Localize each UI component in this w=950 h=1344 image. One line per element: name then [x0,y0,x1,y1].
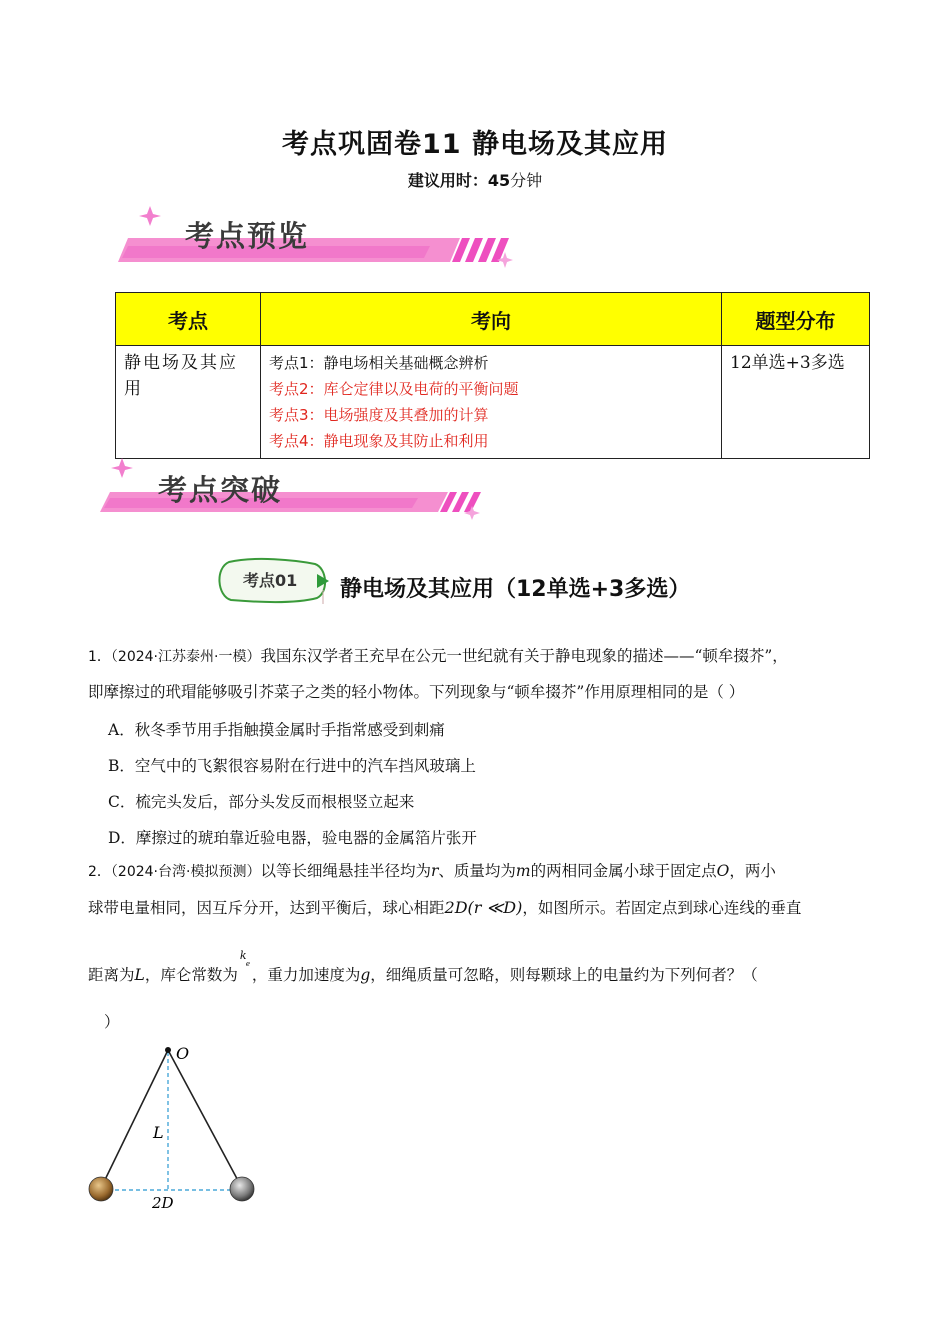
math-r: r [430,862,439,880]
section-badge-label: 考点01 [243,571,298,590]
label-l: L [153,1123,164,1142]
time-unit: 分钟 [510,171,543,190]
question-number: 2． [88,864,111,880]
section-heading: 静电场及其应用（12单选+3多选） [340,577,691,602]
question-source: （2024·台湾·模拟预测） [110,864,261,880]
math-m: m [515,862,531,880]
question-2-line-3 [88,949,863,985]
header-topic: 考点 [116,293,261,346]
question-1-line-1 [88,646,863,667]
string-right [168,1050,242,1188]
table-row [116,346,870,459]
distribution-cell: 12单选+3多选 [722,346,870,459]
pendulum-figure [80,1040,280,1220]
text: 的两相同金属小球于固定点 [530,862,717,880]
time-label: 建议用时： [407,171,488,190]
option-a: A．秋冬季节用手指触摸金属时手指常感受到刺痛 [108,721,445,739]
direction-item: 考点2：库仑定律以及电荷的平衡问题 [269,380,519,398]
math-ke [238,949,252,980]
breakthrough-banner [100,456,520,526]
topic-cell: 静电场及其应用 [116,346,261,459]
direction-item: 考点3：电场强度及其叠加的计算 [269,406,489,424]
math-o: O [716,862,730,880]
option-c: C．梳完头发后，部分头发反而根根竖立起来 [108,793,415,811]
question-2-line-2 [88,898,863,918]
text: 距离为 [88,966,135,984]
section-badge [215,556,333,606]
question-2-line-1 [88,861,863,882]
text: ，细绳质量可忽略，则每颗球上的电量约为下列何者？（ [370,966,758,984]
text: 以等长细绳悬挂半径均为 [260,862,431,880]
suggested-time [0,168,950,191]
direction-cell [261,346,722,459]
label-o: O [176,1044,190,1063]
breakthrough-banner-label: 考点突破 [158,473,283,507]
text: ，如图所示。若固定点到球心连线的垂直 [522,899,802,917]
text: ，重力加速度为 [251,966,361,984]
text: 、质量均为 [438,862,516,880]
math-2d: 2D(r ≪D) [444,898,523,917]
sparkle-icon [111,458,133,478]
page-title: 考点巩固卷11 静电场及其应用 [282,129,668,160]
text: 球带电量相同，因互斥分开，达到平衡后，球心相距 [88,899,445,917]
option-d: D．摩擦过的琥珀靠近验电器，验电器的金属箔片张开 [108,829,477,847]
direction-item: 考点4：静电现象及其防止和利用 [269,432,489,450]
header-direction: 考向 [261,293,722,346]
string-left [101,1050,168,1188]
question-number: 1． [88,649,111,665]
question-text: 我国东汉学者王充早在公元一世纪就有关于静电现象的描述——“顿牟掇芥”， [260,647,788,665]
math-g: g [360,966,371,984]
text: ，两小 [729,862,776,880]
table-header-row [116,293,870,346]
ball-right [230,1177,254,1201]
option-b: B．空气中的飞絮很容易附在行进中的汽车挡风玻璃上 [108,757,476,775]
preview-table [115,292,870,459]
header-distribution: 题型分布 [722,293,870,346]
preview-banner [100,204,520,274]
ball-left [89,1177,113,1201]
math-l: L [134,966,145,984]
banner-decoration [100,204,520,274]
pivot-point [165,1047,171,1053]
time-value: 45 [487,171,511,190]
question-1-line-2: 即摩擦过的玳瑁能够吸引芥菜子之类的轻小物体。下列现象与“顿牟掇芥”作用原理相同的是（ ） [88,683,745,701]
question-2-line-4: ） [104,1013,120,1031]
math-k: k [239,949,247,962]
math-k-sub: e [245,960,250,968]
direction-item: 考点1：静电场相关基础概念辨析 [269,354,489,372]
label-2d: 2D [152,1194,174,1212]
text: ，库仑常数为 [144,966,238,984]
question-source: （2024·江苏泰州·一模） [110,649,261,665]
preview-banner-label: 考点预览 [185,219,310,253]
sparkle-icon [139,206,161,226]
